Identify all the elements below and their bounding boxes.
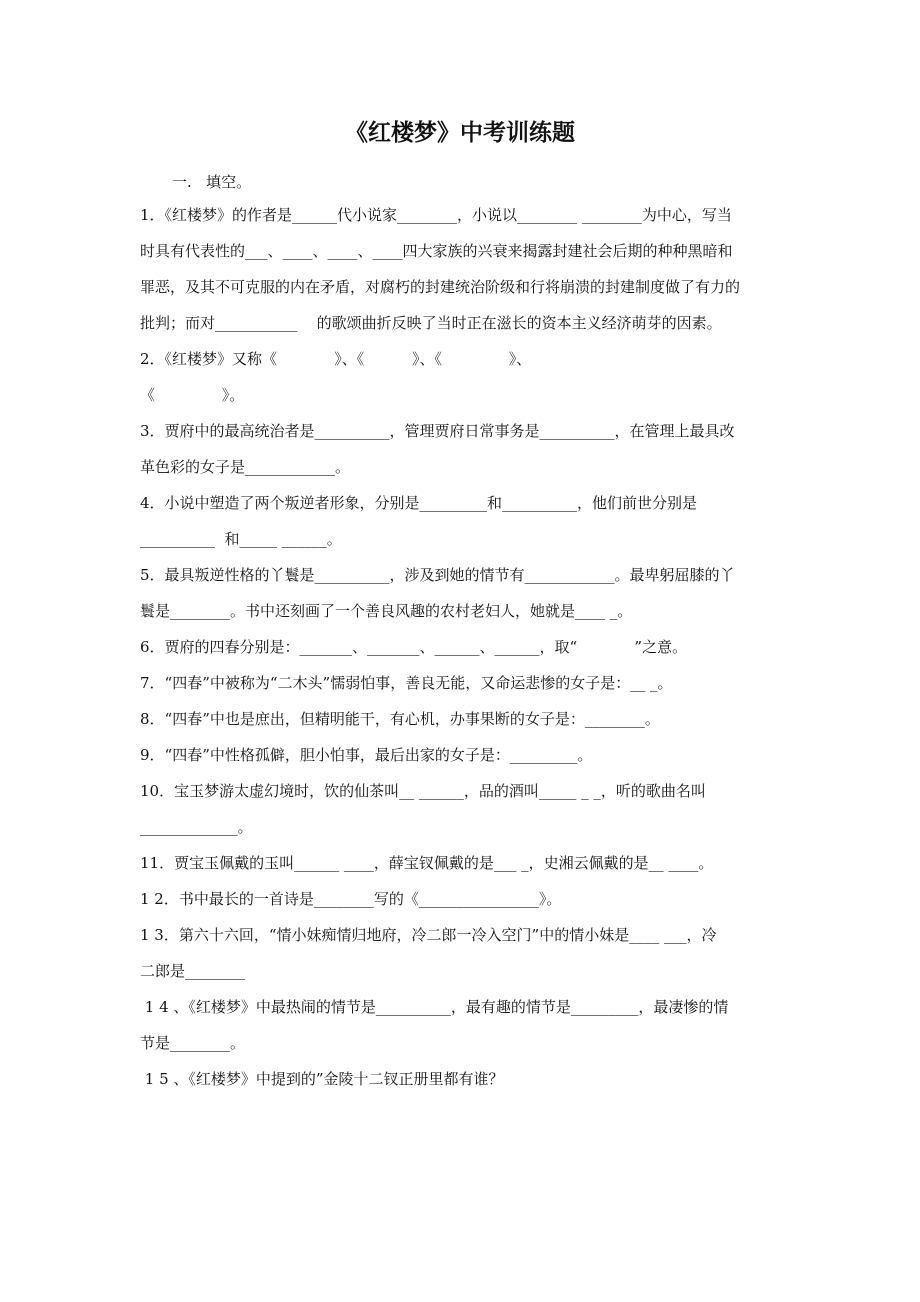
question-6-line-1: 6．贾府的四春分别是：_______、_______、______、______，取“ ”之意。: [140, 638, 688, 656]
question-4-line-1: 4．小说中塑造了两个叛逆者形象，分别是_________和__________，他们前世分别是: [140, 494, 698, 512]
question-1-line-3: 罪恶，及其不可克服的内在矛盾，对腐朽的封建统治阶级和行将崩溃的封建制度做了有力的: [140, 278, 741, 296]
question-8-line-1: 8．“四春”中也是庶出，但精明能干，有心机，办事果断的女子是：________。: [140, 710, 660, 728]
question-1-line-4: 批判；而对___________ 的歌颂曲折反映了当时正在滋长的资本主义经济萌芽的因素。: [140, 314, 722, 332]
question-12-line-1: 1 2．书中最长的一首诗是________写的《________________》。: [140, 890, 562, 908]
question-15-line-1: 1 5 、《红楼梦》中提到的”金陵十二钗正册里都有谁？: [140, 1070, 504, 1088]
question-14-line-1: 1 4 、《红楼梦》中最热闹的情节是__________，最有趣的情节是_________，最凄惨的情: [140, 998, 729, 1016]
question-7-line-1: 7．“四春”中被称为“二木头”懦弱怕事，善良无能，又命运悲惨的女子是：__ _。: [140, 674, 673, 692]
page-title: 《红楼梦》中考训练题: [345, 120, 575, 146]
question-10-line-2: _____________。: [140, 818, 253, 836]
question-2-line-2: 《 》。: [140, 386, 245, 404]
question-9-line-1: 9．“四春”中性格孤僻，胆小怕事，最后出家的女子是：_________。: [140, 746, 593, 764]
question-13-line-2: 二郎是________: [140, 962, 246, 980]
question-3-line-2: 革色彩的女子是____________。: [140, 458, 351, 476]
question-3-line-1: 3．贾府中的最高统治者是__________，管理贾府日常事务是__________，在管理上最具改: [140, 422, 735, 440]
question-11-line-1: 11．贾宝玉佩戴的玉叫______ ____，薛宝钗佩戴的是___ _，史湘云佩戴的是__ ____。: [140, 854, 714, 872]
question-2-line-1: 2．《红楼梦》又称《 》、《 》、《 》、: [140, 350, 532, 368]
question-10-line-1: 10．宝玉梦游太虚幻境时，饮的仙茶叫__ ______，品的酒叫_____ _ _，听的歌曲名叫: [140, 782, 706, 800]
question-1-line-1: 1．《红楼梦》的作者是______代小说家________，小说以________ ________为中心，写当: [140, 206, 732, 224]
question-5-line-1: 5．最具叛逆性格的丫鬟是__________，涉及到她的情节有____________。最卑躬屈膝的丫: [140, 566, 735, 584]
question-1-line-2: 时具有代表性的___、____、____、____四大家族的兴衰来揭露封建社会后期的种种黑暗和: [140, 242, 733, 260]
question-14-line-2: 节是________。: [140, 1034, 246, 1052]
question-13-line-1: 1 3．第六十六回，“情小妹痴情归地府，冷二郎一冷入空门”中的情小妹是____ ___，冷: [140, 926, 717, 944]
question-4-line-2: __________ 和_____ ______。: [140, 530, 342, 548]
question-5-line-2: 鬟是________。书中还刻画了一个善良风趣的农村老妇人，她就是____ _。: [140, 602, 633, 620]
section-heading: 一. 填空。: [172, 173, 252, 191]
